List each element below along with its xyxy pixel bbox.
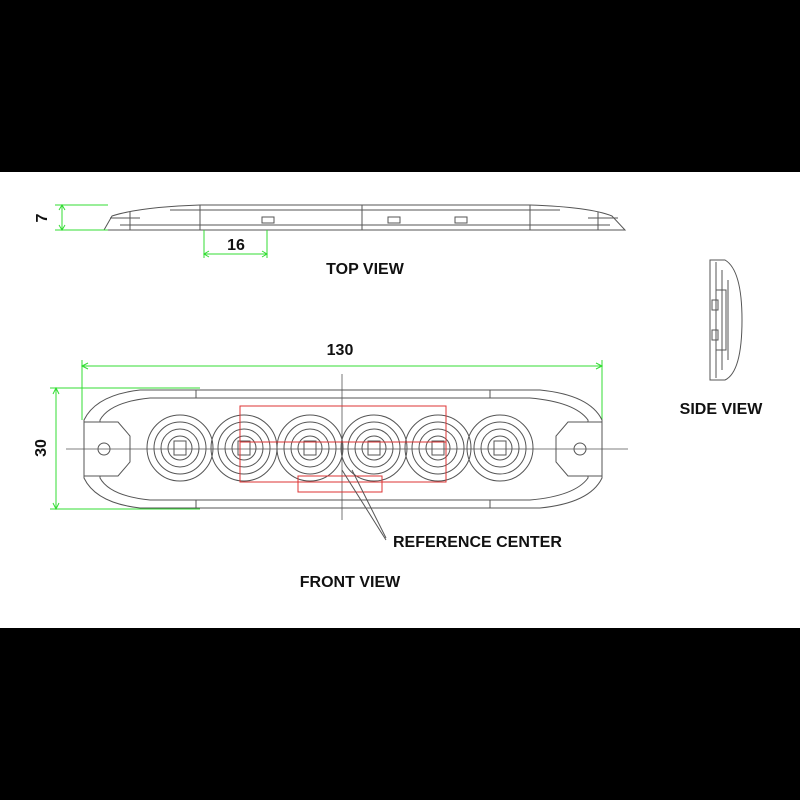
- top-view-drawing: [104, 205, 625, 230]
- depth-label: 7: [34, 213, 51, 223]
- height-label: 30: [33, 439, 50, 457]
- side-view-drawing: [710, 260, 742, 380]
- depth-dimension: [55, 205, 108, 230]
- side-view-label: SIDE VIEW: [679, 401, 763, 418]
- spacing-label: 16: [227, 237, 245, 254]
- reference-center-label: REFERENCE CENTER: [393, 534, 562, 551]
- top-view-label: TOP VIEW: [326, 261, 404, 278]
- length-label: 130: [326, 342, 354, 359]
- front-view-label: FRONT VIEW: [299, 574, 401, 591]
